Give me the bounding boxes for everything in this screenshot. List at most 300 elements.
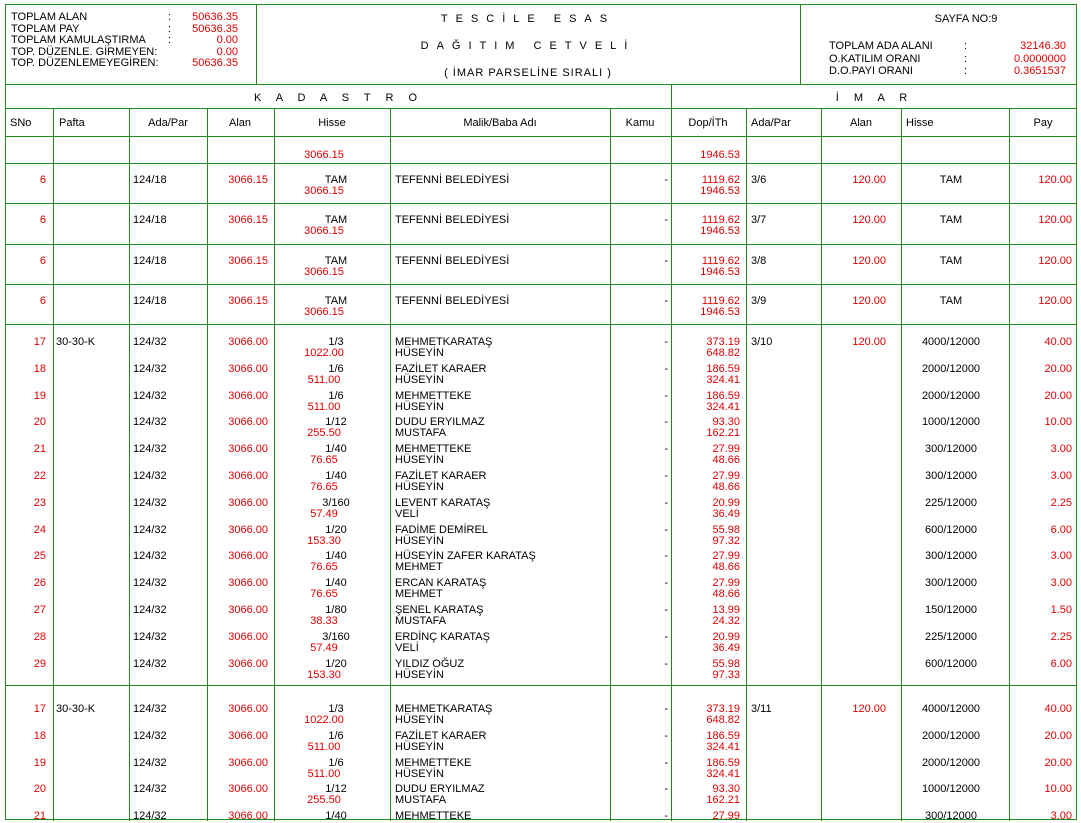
cell-adapar: 124/32	[133, 703, 167, 715]
cell-dop: 186.59	[706, 729, 740, 742]
cell-hisse-area: 76.65	[310, 481, 338, 493]
cell-pay: 3.00	[1050, 470, 1072, 482]
cell-adapar: 124/32	[133, 496, 167, 509]
cell-hisse: 3/160	[322, 630, 350, 643]
cell-imar-hisse: TAM	[939, 174, 963, 186]
cell-dop-sub: 324.41	[706, 740, 740, 753]
cell-adapar: 124/32	[133, 756, 167, 769]
cell-hisse: 1/80	[325, 604, 347, 616]
summary-value: 0.0000000	[1014, 52, 1066, 65]
cell-imar-hisse: 600/12000	[925, 523, 977, 536]
cell-imar-alan: 120.00	[852, 214, 886, 226]
cell-imar-hisse: 1000/12000	[921, 783, 981, 796]
cell-hisse: 1/40	[325, 550, 347, 563]
cell-kamu: -	[664, 523, 668, 536]
summary-label: TOPLAM KAMULAŞTIRMA	[11, 34, 146, 46]
cell-hisse: TAM	[324, 255, 348, 267]
cell-adapar: 124/18	[133, 255, 167, 267]
cell-imar-hisse: 150/12000	[925, 604, 977, 616]
cell-alan: 3066.00	[228, 604, 268, 616]
cell-baba: MUSTAFA	[395, 427, 447, 440]
cell-imar-hisse: 2000/12000	[921, 362, 981, 375]
cell-alan: 3066.00	[228, 783, 268, 796]
cell-dop-sub: 1946.53	[700, 306, 740, 318]
cell-kamu: -	[664, 389, 668, 402]
summary-sep: :	[964, 52, 968, 65]
cell-malik: TEFENNİ BELEDİYESİ	[395, 214, 510, 226]
cell-baba: HÜSEYİN	[395, 481, 444, 493]
cell-dop: 186.59	[706, 756, 740, 769]
summary-sep: :	[168, 11, 172, 23]
title-line-1: TESCİLE ESAS	[440, 13, 616, 25]
cell-hisse-area: 511.00	[307, 740, 341, 753]
cell-dop-sub: 1946.53	[700, 266, 740, 278]
cell-malik: FAZİLET KARAER	[395, 470, 487, 482]
summary-label: TOPLAM ALAN	[11, 11, 88, 23]
cell-alan: 3066.00	[228, 810, 268, 823]
cell-dop: 186.59	[706, 389, 740, 402]
cell-pay: 10.00	[1044, 416, 1072, 429]
table-rule	[6, 163, 1076, 164]
cell-dop: 20.99	[712, 630, 740, 643]
cell-kamu: -	[664, 550, 668, 563]
cell-sno: 17	[33, 703, 46, 715]
column-divider	[1009, 108, 1010, 821]
cell-alan: 3066.15	[228, 295, 268, 307]
cell-kamu: -	[664, 657, 668, 670]
cell-dop-sub: 36.49	[712, 641, 740, 654]
column-header: Pay	[1033, 117, 1053, 129]
cell-dop: 27.99	[712, 550, 740, 563]
table-rule	[6, 203, 1076, 204]
cell-hisse: 1/40	[325, 470, 347, 482]
cell-pafta: 30-30-K	[56, 336, 96, 348]
cell-dop: 20.99	[712, 496, 740, 509]
cell-hisse-area: 1022.00	[304, 714, 344, 726]
cell-adapar: 124/32	[133, 604, 167, 616]
cell-baba: HÜSEYİN	[395, 454, 444, 467]
cell-baba: MUSTAFA	[395, 615, 447, 627]
section-imar: İ M A R	[835, 92, 914, 104]
cell-malik: MEHMETTEKE	[395, 756, 472, 769]
column-header: Pafta	[59, 117, 85, 129]
column-divider	[746, 108, 747, 821]
cell-kamu: -	[664, 703, 668, 715]
cell-dop-sub: 324.41	[706, 767, 740, 780]
cell-dop: 93.30	[712, 416, 740, 429]
section-kadastro: K A D A S T R O	[253, 92, 424, 104]
cell-alan: 3066.00	[228, 389, 268, 402]
cell-dop-sub: 324.41	[706, 400, 740, 413]
summary-value: 50636.35	[192, 57, 238, 69]
cell-hisse: 1/3	[328, 336, 344, 348]
cell-dop-sub: 1946.53	[700, 185, 740, 197]
cell-baba: HÜSEYİN	[395, 767, 444, 780]
cell-malik: FAZİLET KARAER	[395, 362, 487, 375]
cell-adapar: 124/32	[133, 336, 167, 348]
cell-hisse-area: 153.30	[307, 668, 341, 681]
cell-alan: 3066.15	[228, 255, 268, 267]
cell-baba: VELİ	[395, 641, 419, 654]
summary-sep: :	[168, 34, 172, 46]
cell-kamu: -	[664, 295, 668, 307]
cell-pay: 3.00	[1050, 810, 1072, 823]
cell-hisse: 1/6	[328, 756, 344, 769]
cell-dop-sub: 648.82	[706, 347, 740, 359]
cell-baba: HÜSEYİN	[395, 740, 444, 753]
cell-kamu: -	[664, 604, 668, 616]
column-divider	[390, 108, 391, 821]
cell-pay: 40.00	[1044, 336, 1072, 348]
summary-value: 0.00	[216, 34, 238, 46]
cell-sno: 27	[33, 604, 46, 616]
cell-hisse-area: 3066.15	[304, 306, 344, 318]
cell-hisse: 1/3	[328, 703, 344, 715]
cell-adapar: 124/18	[133, 174, 167, 186]
cell-pay: 20.00	[1044, 362, 1072, 375]
cell-hisse-area: 255.50	[307, 427, 341, 440]
cell-pay: 1.50	[1050, 604, 1072, 616]
cell-alan: 3066.15	[228, 214, 268, 226]
column-header: Kamu	[625, 117, 655, 129]
summary-value: 0.00	[216, 45, 238, 58]
cell-dop-sub: 97.32	[712, 534, 740, 547]
cell-kamu: -	[664, 470, 668, 482]
title-line-2: DAĞITIM CETVELİ	[420, 40, 636, 52]
cell-malik: MEHMETTEKE	[395, 389, 472, 402]
cell-hisse: TAM	[324, 214, 348, 226]
cell-dop-sub: 48.66	[712, 561, 740, 574]
table-rule	[6, 284, 1076, 285]
cell-adapar: 124/32	[133, 362, 167, 375]
cell-baba: MEHMET	[395, 561, 443, 574]
cell-kamu: -	[664, 756, 668, 769]
cell-alan: 3066.00	[228, 336, 268, 348]
cell-pay: 40.00	[1044, 703, 1072, 715]
cell-dop: 373.19	[706, 336, 740, 348]
cell-imar-hisse: 2000/12000	[921, 389, 981, 402]
cell-baba: HÜSEYİN	[395, 347, 444, 359]
cell-malik: DUDU ERYILMAZ	[395, 416, 485, 429]
cell-kamu: -	[664, 783, 668, 796]
summary-sep: :	[168, 22, 172, 35]
cell-adapar: 124/32	[133, 657, 167, 670]
cell-imar-adapar: 3/6	[751, 174, 767, 186]
cell-malik: HÜSEYİN ZAFER KARATAŞ	[395, 550, 536, 563]
cell-imar-hisse: 2000/12000	[921, 729, 981, 742]
table-rule	[6, 108, 1076, 109]
cell-malik: DUDU ERYILMAZ	[395, 783, 485, 796]
cell-dop: 1119.62	[701, 295, 740, 307]
cell-baba: MEHMET	[395, 588, 443, 601]
cell-hisse-area: 38.33	[310, 615, 338, 627]
cell-kamu: -	[664, 810, 668, 823]
cell-alan: 3066.00	[228, 362, 268, 375]
cell-pay: 120.00	[1038, 255, 1072, 267]
cell-hisse: 1/40	[325, 810, 347, 823]
cell-pay: 10.00	[1044, 783, 1072, 796]
cell-imar-adapar: 3/10	[751, 336, 773, 348]
cell-dop-sub: 1946.53	[700, 149, 740, 161]
cell-imar-alan: 120.00	[852, 295, 886, 307]
table-rule	[6, 136, 1076, 137]
cell-baba: MUSTAFA	[395, 794, 447, 807]
cell-alan: 3066.00	[228, 470, 268, 482]
column-header: Hisse	[906, 117, 934, 129]
cell-sno: 20	[33, 416, 46, 429]
cell-adapar: 124/32	[133, 783, 167, 796]
cell-malik: ERDİNÇ KARATAŞ	[395, 630, 490, 643]
cell-adapar: 124/32	[133, 523, 167, 536]
cell-dop-sub: 1946.53	[700, 225, 740, 237]
summary-label: TOPLAM PAY	[11, 22, 80, 35]
cell-kamu: -	[664, 443, 668, 456]
distribution-sheet	[5, 4, 1077, 823]
table-rule	[6, 244, 1076, 245]
cell-baba: VELİ	[395, 507, 419, 520]
cell-imar-hisse: 225/12000	[925, 630, 977, 643]
cell-kamu: -	[664, 630, 668, 643]
cell-dop: 373.19	[706, 703, 740, 715]
column-divider	[129, 108, 130, 821]
cell-dop-sub: 48.66	[712, 588, 740, 601]
summary-label: D.O.PAYI ORANI	[829, 65, 913, 77]
cell-dop-sub: 36.49	[712, 507, 740, 520]
summary-label: TOP. DÜZENLEMEYEGİREN:	[11, 57, 159, 69]
cell-sno: 19	[33, 389, 46, 402]
cell-pay: 2.25	[1050, 496, 1072, 509]
cell-hisse: 1/12	[325, 783, 347, 796]
cell-alan: 3066.00	[228, 703, 268, 715]
cell-sno: 17	[33, 336, 46, 348]
cell-dop: 13.99	[712, 604, 740, 616]
cell-alan: 3066.00	[228, 443, 268, 456]
column-header: Alan	[849, 117, 873, 129]
header-divider	[800, 5, 801, 84]
cell-dop: 27.99	[712, 470, 740, 482]
cell-dop-sub: 48.66	[712, 454, 740, 467]
cell-malik: MEHMETKARATAŞ	[395, 703, 493, 715]
cell-hisse-area: 511.00	[307, 373, 341, 386]
cell-imar-hisse: 300/12000	[925, 470, 977, 482]
cell-baba: HÜSEYİN	[395, 668, 444, 681]
cell-dop: 27.99	[712, 577, 740, 590]
cell-imar-alan: 120.00	[852, 255, 886, 267]
cell-sno: 20	[33, 783, 46, 796]
cell-baba: HÜSEYİN	[395, 373, 444, 386]
cell-pay: 120.00	[1038, 295, 1072, 307]
summary-value: 0.3651537	[1014, 65, 1066, 77]
cell-dop-sub: 648.82	[706, 714, 740, 726]
cell-sno: 19	[33, 756, 46, 769]
cell-malik: TEFENNİ BELEDİYESİ	[395, 255, 510, 267]
cell-dop-sub: 97.33	[712, 668, 740, 681]
cell-sno: 18	[33, 729, 46, 742]
cell-dop: 1119.62	[701, 174, 740, 186]
cell-hisse-area: 3066.15	[304, 225, 344, 237]
cell-malik: TEFENNİ BELEDİYESİ	[395, 295, 510, 307]
cell-imar-hisse: 300/12000	[925, 577, 977, 590]
cell-kamu: -	[664, 214, 668, 226]
cell-hisse-area: 57.49	[310, 507, 338, 520]
cell-kamu: -	[664, 577, 668, 590]
table-rule	[6, 685, 1076, 686]
cell-hisse: 1/20	[325, 523, 347, 536]
cell-malik: MEHMETTEKE	[395, 810, 472, 823]
cell-imar-adapar: 3/7	[751, 214, 767, 226]
cell-hisse: 1/40	[325, 577, 347, 590]
cell-sno: 6	[39, 295, 46, 307]
cell-hisse: 1/6	[328, 362, 344, 375]
cell-hisse-area: 3066.15	[304, 266, 344, 278]
table-rule	[6, 84, 1076, 85]
cell-hisse-area: 76.65	[310, 561, 338, 574]
cell-imar-hisse: 300/12000	[925, 810, 977, 823]
cell-imar-hisse: 300/12000	[925, 443, 977, 456]
cell-adapar: 124/32	[133, 443, 167, 456]
column-header: Alan	[228, 117, 252, 129]
cell-dop: 93.30	[712, 783, 740, 796]
cell-sno: 28	[33, 630, 46, 643]
cell-dop: 27.99	[712, 810, 740, 823]
cell-imar-hisse: TAM	[939, 295, 963, 307]
cell-dop: 55.98	[712, 523, 740, 536]
cell-hisse: 1/6	[328, 389, 344, 402]
cell-hisse: 1/6	[328, 729, 344, 742]
column-header: Ada/Par	[148, 117, 188, 129]
cell-hisse: 1/40	[325, 443, 347, 456]
cell-imar-hisse: TAM	[939, 255, 963, 267]
page-number: SAYFA NO:9	[934, 13, 998, 25]
cell-adapar: 124/32	[133, 810, 167, 823]
cell-imar-hisse: 600/12000	[925, 657, 977, 670]
cell-pay: 6.00	[1050, 657, 1072, 670]
column-header: Dop/İTh	[688, 117, 728, 129]
cell-pay: 20.00	[1044, 729, 1072, 742]
cell-sno: 24	[33, 523, 46, 536]
cell-sno: 6	[39, 214, 46, 226]
cell-alan: 3066.00	[228, 523, 268, 536]
cell-hisse-area: 76.65	[310, 588, 338, 601]
cell-dop-sub: 162.21	[706, 427, 740, 440]
cell-alan: 3066.00	[228, 550, 268, 563]
cell-adapar: 124/32	[133, 729, 167, 742]
cell-alan: 3066.00	[228, 630, 268, 643]
cell-pay: 2.25	[1050, 630, 1072, 643]
summary-label: O.KATILIM ORANI	[829, 52, 921, 65]
cell-malik: FADİME DEMİREL	[395, 523, 488, 536]
cell-baba: HÜSEYİN	[395, 714, 444, 726]
cell-alan: 3066.00	[228, 416, 268, 429]
cell-hisse: 3/160	[322, 496, 350, 509]
cell-pay: 3.00	[1050, 550, 1072, 563]
cell-imar-hisse: 225/12000	[925, 496, 977, 509]
cell-hisse: TAM	[324, 295, 348, 307]
cell-pay: 3.00	[1050, 443, 1072, 456]
cell-kamu: -	[664, 416, 668, 429]
cell-imar-hisse: 4000/12000	[921, 336, 981, 348]
cell-hisse-area: 511.00	[307, 767, 341, 780]
cell-adapar: 124/18	[133, 295, 167, 307]
cell-alan: 3066.00	[228, 577, 268, 590]
cell-imar-adapar: 3/9	[751, 295, 767, 307]
cell-malik: TEFENNİ BELEDİYESİ	[395, 174, 510, 186]
cell-imar-adapar: 3/11	[751, 703, 772, 715]
cell-imar-alan: 120.00	[852, 174, 886, 186]
cell-hisse-area: 511.00	[307, 400, 341, 413]
summary-sep: :	[964, 65, 968, 77]
cell-alan: 3066.00	[228, 657, 268, 670]
cell-imar-hisse: 2000/12000	[921, 756, 981, 769]
summary-value: 50636.35	[192, 11, 238, 23]
cell-sno: 6	[39, 255, 46, 267]
column-header: Malik/Baba Adı	[463, 117, 537, 129]
cell-adapar: 124/32	[133, 389, 167, 402]
cell-imar-adapar: 3/8	[751, 255, 767, 267]
cell-imar-hisse: TAM	[939, 214, 963, 226]
cell-dop-sub: 48.66	[712, 481, 740, 493]
cell-adapar: 124/32	[133, 470, 167, 482]
cell-alan: 3066.00	[228, 729, 268, 742]
cell-imar-hisse: 300/12000	[925, 550, 977, 563]
cell-alan: 3066.00	[228, 496, 268, 509]
cell-imar-hisse: 4000/12000	[921, 703, 981, 715]
cell-baba: HÜSEYİN	[395, 534, 444, 547]
cell-hisse-area: 3066.15	[304, 149, 344, 161]
cell-dop: 1119.62	[701, 214, 740, 226]
cell-hisse: 1/20	[325, 657, 347, 670]
summary-label: TOP. DÜZENLE. GİRMEYEN:	[11, 45, 158, 58]
cell-hisse-area: 255.50	[307, 794, 341, 807]
cell-hisse-area: 153.30	[307, 534, 341, 547]
cell-imar-alan: 120.00	[852, 703, 886, 715]
cell-alan: 3066.15	[228, 174, 268, 186]
cell-adapar: 124/18	[133, 214, 167, 226]
cell-dop: 186.59	[706, 362, 740, 375]
cell-hisse-area: 1022.00	[304, 347, 344, 359]
cell-sno: 22	[33, 470, 46, 482]
column-divider	[53, 108, 54, 821]
cell-malik: ERCAN KARATAŞ	[395, 577, 487, 590]
cell-kamu: -	[664, 255, 668, 267]
cell-kamu: -	[664, 729, 668, 742]
cell-malik: YILDIZ OĞUZ	[395, 657, 465, 670]
cell-kamu: -	[664, 174, 668, 186]
cell-dop: 55.98	[712, 657, 740, 670]
column-header: SNo	[10, 117, 32, 129]
cell-malik: MEHMETKARATAŞ	[395, 336, 493, 348]
cell-pay: 120.00	[1038, 174, 1072, 186]
cell-sno: 23	[33, 496, 46, 509]
cell-malik: FAZİLET KARAER	[395, 729, 487, 742]
cell-sno: 6	[39, 174, 46, 186]
cell-hisse-area: 3066.15	[304, 185, 344, 197]
summary-value: 50636.35	[192, 22, 238, 35]
cell-dop-sub: 162.21	[706, 794, 740, 807]
cell-baba: HÜSEYİN	[395, 400, 444, 413]
summary-label: TOPLAM ADA ALANI	[829, 40, 933, 52]
cell-pay: 3.00	[1050, 577, 1072, 590]
table-rule	[6, 324, 1076, 325]
column-header: Ada/Par	[751, 117, 791, 129]
cell-adapar: 124/32	[133, 630, 167, 643]
cell-hisse: 1/12	[325, 416, 347, 429]
cell-dop-sub: 24.32	[712, 615, 740, 627]
cell-pay: 20.00	[1044, 389, 1072, 402]
cell-pafta: 30-30-K	[56, 703, 96, 715]
cell-malik: MEHMETTEKE	[395, 443, 472, 456]
cell-alan: 3066.00	[228, 756, 268, 769]
